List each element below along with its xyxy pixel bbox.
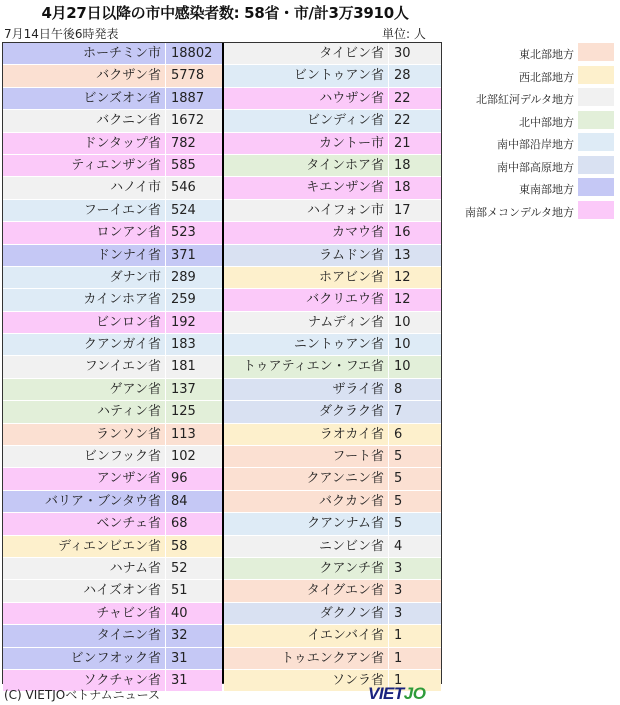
case-count: 1887 [171, 90, 205, 106]
province-name: バクニン省 [3, 110, 166, 131]
case-count: 18 [394, 157, 411, 173]
table-row [224, 491, 441, 513]
case-count: 524 [171, 202, 196, 218]
province-name: クアンチ省 [224, 558, 389, 579]
case-count: 125 [171, 404, 196, 420]
province-name: フンイエン省 [3, 356, 166, 377]
case-count: 18 [394, 180, 411, 196]
case-count: 183 [171, 337, 196, 353]
case-count: 40 [171, 605, 188, 621]
case-count: 192 [171, 314, 196, 330]
table-row [224, 424, 441, 446]
table-column-right [224, 43, 441, 692]
case-count: 51 [171, 583, 188, 599]
province-name: ホーチミン市 [3, 43, 166, 64]
legend-label: 北部紅河デルタ地方 [475, 93, 574, 106]
case-table [2, 42, 442, 688]
legend-swatch [578, 43, 614, 61]
legend-item [452, 111, 620, 131]
province-name: ハナム省 [3, 558, 166, 579]
case-count: 6 [394, 426, 403, 442]
logo-part-2: JO [403, 684, 426, 703]
table-row [3, 625, 222, 647]
table-row [3, 379, 222, 401]
province-name: ベンチェ省 [3, 513, 166, 534]
table-row [3, 133, 222, 155]
legend-label: 西北部地方 [519, 70, 574, 84]
table-row [3, 88, 222, 110]
province-name: タイニン省 [3, 625, 166, 646]
province-name: ティエンザン省 [3, 155, 166, 176]
table-row [224, 603, 441, 625]
case-count: 10 [394, 359, 411, 375]
province-name: キエンザン省 [224, 177, 389, 198]
province-name: ビンフオック省 [3, 648, 166, 669]
case-count: 1 [394, 650, 403, 666]
province-name: ドンナイ省 [3, 245, 166, 266]
province-name: タインホア省 [224, 155, 389, 176]
case-count: 782 [171, 135, 196, 151]
province-name: カインホア省 [3, 289, 166, 310]
table-row [224, 468, 441, 490]
province-name: ランソン省 [3, 424, 166, 445]
case-count: 5 [394, 471, 403, 487]
unit-label: 単位: 人 [382, 27, 426, 41]
province-name: クアンニン省 [224, 468, 389, 489]
case-count: 5 [394, 516, 403, 532]
province-name: クアンガイ省 [3, 334, 166, 355]
case-count: 10 [394, 314, 411, 330]
vietjo-logo [368, 684, 425, 704]
legend-swatch [578, 111, 614, 129]
case-count: 3 [394, 560, 403, 576]
table-row [3, 648, 222, 670]
table-row [224, 133, 441, 155]
table-row [3, 177, 222, 199]
province-name: フーイエン省 [3, 200, 166, 221]
table-row [224, 65, 441, 87]
legend-swatch [578, 156, 614, 174]
table-row [224, 245, 441, 267]
legend-item [452, 66, 620, 86]
case-count: 31 [171, 672, 188, 688]
province-name: ハティン省 [3, 401, 166, 422]
province-name: ラオカイ省 [224, 424, 389, 445]
province-name: フート省 [224, 446, 389, 467]
case-count: 12 [394, 269, 411, 285]
province-name: ハウザン省 [224, 88, 389, 109]
table-row [3, 245, 222, 267]
table-row [224, 580, 441, 602]
table-row [224, 177, 441, 199]
table-row [3, 558, 222, 580]
legend-label: 南中部高原地方 [497, 160, 574, 174]
legend-swatch [578, 178, 614, 196]
case-count: 137 [171, 381, 196, 397]
case-count: 16 [394, 225, 411, 241]
table-row [224, 155, 441, 177]
province-name: バクカン省 [224, 491, 389, 512]
case-count: 102 [171, 449, 196, 465]
page-title: 4月27日以降の市中感染者数: 58省・市/計3万3910人 [41, 4, 409, 22]
case-count: 30 [394, 46, 411, 61]
table-row [3, 424, 222, 446]
table-row [224, 625, 441, 647]
case-count: 28 [394, 68, 411, 84]
case-count: 17 [394, 202, 411, 218]
table-row [224, 200, 441, 222]
table-row [3, 222, 222, 244]
table-row [3, 200, 222, 222]
table-row [3, 603, 222, 625]
case-count: 4 [394, 538, 403, 554]
table-row [224, 312, 441, 334]
case-count: 12 [394, 292, 411, 308]
province-name: ビントゥアン省 [224, 65, 389, 86]
table-row [3, 43, 222, 65]
province-name: イエンバイ省 [224, 625, 389, 646]
case-count: 5 [394, 493, 403, 509]
table-row [224, 401, 441, 423]
province-name: ラムドン省 [224, 245, 389, 266]
legend-swatch [578, 201, 614, 219]
province-name: タイビン省 [224, 43, 389, 64]
province-name: ビンディン省 [224, 110, 389, 131]
case-count: 96 [171, 471, 188, 487]
table-row [224, 446, 441, 468]
table-row [224, 334, 441, 356]
announcement-time: 7月14日午後6時発表 [4, 27, 119, 41]
case-count: 259 [171, 292, 196, 308]
table-row [3, 155, 222, 177]
case-count: 8 [394, 381, 403, 397]
province-name: バリア・ブンタウ省 [3, 491, 166, 512]
table-row [224, 558, 441, 580]
province-name: ビンズオン省 [3, 88, 166, 109]
table-row [224, 267, 441, 289]
table-row [3, 267, 222, 289]
case-count: 7 [394, 404, 403, 420]
case-count: 181 [171, 359, 196, 375]
province-name: ハイフォン市 [224, 200, 389, 221]
province-name: カマウ省 [224, 222, 389, 243]
legend-item [452, 178, 620, 198]
legend-swatch [578, 88, 614, 106]
table-row [3, 468, 222, 490]
table-row [3, 65, 222, 87]
case-count: 1 [394, 672, 403, 688]
province-name: ハノイ市 [3, 177, 166, 198]
legend-item [452, 201, 620, 221]
table-row [3, 401, 222, 423]
province-name: ニンビン省 [224, 536, 389, 557]
case-count: 31 [171, 650, 188, 666]
province-name: ダクノン省 [224, 603, 389, 624]
table-row [224, 88, 441, 110]
table-column-left [3, 43, 222, 692]
province-name: クアンナム省 [224, 513, 389, 534]
province-name: バクリエウ省 [224, 289, 389, 310]
province-name: バクザン省 [3, 65, 166, 86]
table-row [224, 513, 441, 535]
case-count: 5778 [171, 68, 205, 84]
case-count: 22 [394, 113, 411, 129]
case-count: 68 [171, 516, 188, 532]
province-name: ビンロン省 [3, 312, 166, 333]
province-name: ドンタップ省 [3, 133, 166, 154]
province-name: アンザン省 [3, 468, 166, 489]
province-name: ゲアン省 [3, 379, 166, 400]
table-row [224, 648, 441, 670]
case-count: 84 [171, 493, 188, 509]
case-count: 52 [171, 560, 188, 576]
case-count: 58 [171, 538, 188, 554]
province-name: チャビン省 [3, 603, 166, 624]
table-row [224, 536, 441, 558]
case-count: 289 [171, 269, 196, 285]
province-name: ビンフック省 [3, 446, 166, 467]
province-name: トゥエンクアン省 [224, 648, 389, 669]
table-row [224, 356, 441, 378]
table-row [3, 491, 222, 513]
legend-label: 東南部地方 [519, 183, 574, 196]
case-count: 10 [394, 337, 411, 353]
province-name: ハイズオン省 [3, 580, 166, 601]
table-row [224, 222, 441, 244]
table-row [3, 312, 222, 334]
province-name: ダクラク省 [224, 401, 389, 422]
province-name: ロンアン省 [3, 222, 166, 243]
legend-item [452, 88, 620, 108]
legend-item [452, 43, 620, 63]
case-count: 13 [394, 247, 411, 263]
case-count: 113 [171, 426, 196, 442]
legend-swatch [578, 133, 614, 151]
province-name: タイグエン省 [224, 580, 389, 601]
table-row [3, 580, 222, 602]
legend-label: 東北部地方 [519, 48, 574, 61]
province-name: ソクチャン省 [3, 670, 166, 691]
province-name: ニントゥアン省 [224, 334, 389, 355]
table-row [224, 43, 441, 65]
table-row [3, 110, 222, 132]
case-count: 18802 [171, 46, 213, 61]
case-count: 22 [394, 90, 411, 106]
table-row [3, 289, 222, 311]
case-count: 5 [394, 449, 403, 465]
logo-part-1: VIET [368, 684, 404, 703]
province-name: カントー市 [224, 133, 389, 154]
table-row [3, 334, 222, 356]
province-name: ホアビン省 [224, 267, 389, 288]
table-row [3, 536, 222, 558]
table-row [224, 110, 441, 132]
table-row [224, 289, 441, 311]
copyright-text: (C) VIETJOベトナムニュース [4, 688, 161, 702]
legend-label: 北中部地方 [519, 115, 574, 129]
case-count: 32 [171, 628, 188, 644]
case-count: 523 [171, 225, 196, 241]
legend-item [452, 133, 620, 153]
table-row [3, 513, 222, 535]
legend-swatch [578, 66, 614, 84]
case-count: 3 [394, 583, 403, 599]
table-row [3, 446, 222, 468]
case-count: 585 [171, 157, 196, 173]
table-row [224, 379, 441, 401]
province-name: ナムディン省 [224, 312, 389, 333]
case-count: 546 [171, 180, 196, 196]
legend-label: 南部メコンデルタ地方 [464, 205, 574, 219]
legend-label: 南中部沿岸地方 [497, 138, 574, 151]
province-name: ソンラ省 [224, 670, 389, 691]
province-name: トゥアティエン・フエ省 [224, 356, 389, 377]
province-name: ディエンビエン省 [3, 536, 166, 557]
province-name: ダナン市 [3, 267, 166, 288]
table-row [3, 356, 222, 378]
province-name: ザライ省 [224, 379, 389, 400]
case-count: 1 [394, 628, 403, 644]
case-count: 371 [171, 247, 196, 263]
case-count: 1672 [171, 113, 205, 129]
case-count: 3 [394, 605, 403, 621]
legend-item [452, 156, 620, 176]
case-count: 21 [394, 135, 411, 151]
